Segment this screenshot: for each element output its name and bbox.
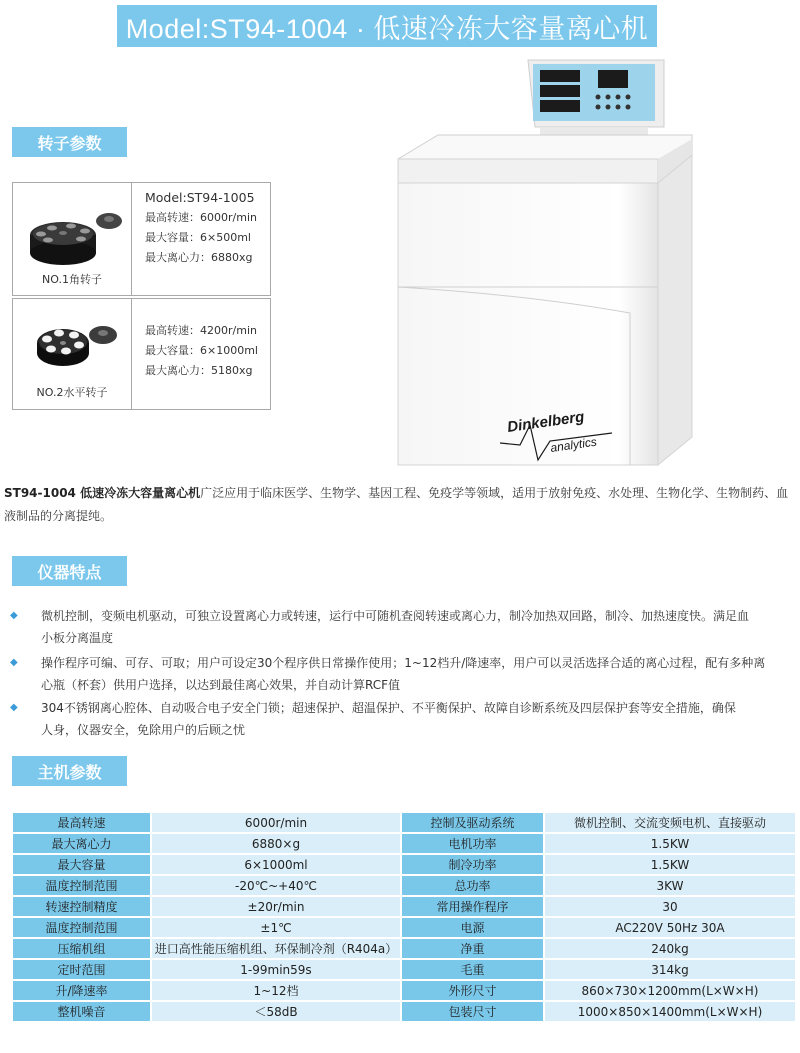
spec-value: 1-99min59s (152, 960, 400, 979)
spec-key: 控制及驱动系统 (402, 813, 543, 832)
spec-row (13, 897, 795, 916)
spec-value: AC220V 50Hz 30A (545, 918, 795, 937)
spec-row (13, 939, 795, 958)
rotor-specs-1 (145, 188, 257, 268)
spec-key: 总功率 (402, 876, 543, 895)
spec-value: ＜58dB (152, 1002, 400, 1021)
spec-value: 860×730×1200mm(L×W×H) (545, 981, 795, 1000)
diamond-bullet-icon: ◆ (10, 657, 18, 668)
spec-value: 240kg (545, 939, 795, 958)
spec-key: 外形尺寸 (402, 981, 543, 1000)
spec-value: 314kg (545, 960, 795, 979)
product-intro (4, 482, 796, 528)
spec-key: 制冷功率 (402, 855, 543, 874)
spec-key: 定时范围 (13, 960, 150, 979)
spec-key: 包装尺寸 (402, 1002, 543, 1021)
spec-key: 净重 (402, 939, 543, 958)
spec-key: 最高转速 (13, 813, 150, 832)
spec-value: 1000×850×1400mm(L×W×H) (545, 1002, 795, 1021)
feature-line: 微机控制，变频电机驱动，可独立设置离心力或转速，运行中可随机查阅转速或离心力，制冷加热双回路，制冷、加热速度快。满足血 (41, 609, 750, 623)
rotor-caption-2: NO.2水平转子 (36, 386, 108, 399)
rotor-caption-1: NO.1角转子 (42, 273, 102, 286)
spec-key: 转速控制精度 (13, 897, 150, 916)
spec-value: 30 (545, 897, 795, 916)
rotor-specs-2 (145, 321, 258, 381)
brand-name: Dinkelberg (506, 408, 586, 436)
spec-value: 进口高性能压缩机组、环保制冷剂（R404a） (152, 939, 400, 958)
spec-key: 毛重 (402, 960, 543, 979)
spec-value: 6×1000ml (152, 855, 400, 874)
section-rotor-params: 转子参数 (12, 127, 127, 157)
feature-line: 304不锈钢离心腔体、自动吸合电子安全门锁；超速保护、超温保护、不平衡保护、故障自诊断系统及四层保护套等安全措施，确保 (41, 701, 736, 715)
diamond-bullet-icon: ◆ (10, 610, 18, 621)
spec-row (13, 855, 795, 874)
intro-rest: 广泛应用于临床医学、生物学、基因工程、免疫学等领域，适用于放射免疫、水处理、生物化学、生物制药、血液制品的分离提纯。 (4, 486, 789, 523)
spec-value: 6880×g (152, 834, 400, 853)
spec-row (13, 981, 795, 1000)
spec-value: 3KW (545, 876, 795, 895)
spec-value: ±1℃ (152, 918, 400, 937)
spec-value: 1~12档 (152, 981, 400, 1000)
section-specs: 主机参数 (12, 756, 127, 786)
spec-key: 整机噪音 (13, 1002, 150, 1021)
spec-row (13, 918, 795, 937)
spec-value: -20℃~+40℃ (152, 876, 400, 895)
page-title: Model:ST94-1004 · 低速冷冻大容量离心机 (117, 5, 657, 47)
spec-key: 温度控制范围 (13, 876, 150, 895)
rotor-card-2 (12, 298, 271, 410)
rotor-model: Model:ST94-1005 (145, 190, 255, 205)
feature-line: 人身，仪器安全，免除用户的后顾之忧 (41, 723, 246, 737)
rotor-spec-line: 最大容量：6×500ml (145, 231, 251, 244)
feature-item-2 (10, 652, 796, 696)
diamond-bullet-icon: ◆ (10, 702, 18, 713)
spec-key: 电源 (402, 918, 543, 937)
spec-key: 升/降速率 (13, 981, 150, 1000)
feature-line: 心瓶（杯套）供用户选择，以达到最佳离心效果，并自动计算RCF值 (41, 678, 401, 692)
rotor-spec-line: 最高转速：6000r/min (145, 211, 257, 224)
spec-value: 1.5KW (545, 834, 795, 853)
rotor-card-1 (12, 182, 271, 296)
spec-key: 最大容量 (13, 855, 150, 874)
spec-row (13, 876, 795, 895)
centrifuge-illustration (380, 55, 710, 470)
intro-strong: ST94-1004 低速冷冻大容量离心机 (4, 486, 201, 500)
feature-line: 小板分离温度 (41, 631, 114, 645)
spec-row (13, 813, 795, 832)
spec-key: 温度控制范围 (13, 918, 150, 937)
spec-table (11, 811, 797, 1023)
spec-value: 微机控制、交流变频电机、直接驱动 (545, 813, 795, 832)
brand-sub: analytics (549, 434, 598, 455)
feature-line: 操作程序可编、可存、可取；用户可设定30个程序供日常操作使用；1~12档升/降速率，用户可以灵活选择合适的离心过程，配有多种离 (41, 656, 766, 670)
rotor-spec-line: 最高转速：4200r/min (145, 324, 257, 337)
section-features: 仪器特点 (12, 556, 127, 586)
spec-value: 6000r/min (152, 813, 400, 832)
spec-value: 1.5KW (545, 855, 795, 874)
rotor-spec-line: 最大容量：6×1000ml (145, 344, 258, 357)
rotor-spec-line: 最大离心力：5180xg (145, 364, 253, 377)
spec-key: 电机功率 (402, 834, 543, 853)
feature-item-1 (10, 605, 796, 649)
spec-row (13, 834, 795, 853)
spec-key: 压缩机组 (13, 939, 150, 958)
rotor-spec-line: 最大离心力：6880xg (145, 251, 253, 264)
spec-row (13, 960, 795, 979)
feature-item-3 (10, 697, 796, 741)
spec-key: 最大离心力 (13, 834, 150, 853)
spec-row (13, 1002, 795, 1021)
spec-key: 常用操作程序 (402, 897, 543, 916)
spec-value: ±20r/min (152, 897, 400, 916)
